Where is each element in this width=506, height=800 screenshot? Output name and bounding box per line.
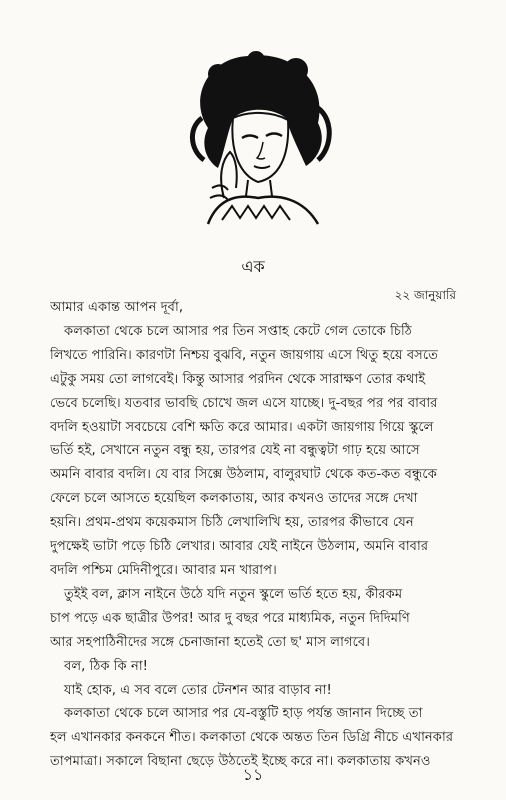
- text-line: যাই হোক, এ সব বলে তোর টেনশন আর বাড়াব না!: [64, 682, 332, 698]
- text-line: বল, ঠিক কি না!: [64, 658, 148, 674]
- chapter-title: এক: [241, 257, 265, 276]
- text-line: চাপ পড়ে এক ছাত্রীর উপর! আর দু বছর পরে মাধ্যমিক, নতুন দিদিমণি: [50, 610, 410, 626]
- letter-date: ২২ জানুয়ারি: [394, 288, 456, 302]
- text-line: বদলি হওয়াটা সবচেয়ে বেশি ক্ষতি করে আমার। একটা জায়গায় গিয়ে স্কুলে: [50, 419, 434, 435]
- text-line: ভেবে চলেছি। যতবার ভাবছি চোখে জল এসে যাচ্ছে। দু-বছর পর পর বাবার: [50, 395, 438, 411]
- page-number: ১১: [242, 765, 264, 784]
- text-line: কলকাতা থেকে চলে আসার পর যে-বস্তুটি হাড় পর্যন্ত জানান দিচ্ছে তা: [64, 706, 423, 722]
- text-line: ভর্তি হই, সেখানে নতুন বন্ধু হয়, তারপর যেই না বন্ধুত্বটা গাঢ় হয়ে আসে: [50, 443, 420, 459]
- text-line: ফেলে চলে আসতে হয়েছিল কলকাতায়, আর কখনও তাদের সঙ্গে দেখা: [50, 491, 418, 507]
- salutation: আমার একান্ত আপন দূর্বা,: [50, 300, 184, 315]
- girl-portrait-illustration: [178, 48, 338, 226]
- text-line: তুইই বল, ক্লাস নাইনে উঠে যদি নতুন স্কুলে ভর্তি হতে হয়, কীরকম: [64, 586, 403, 602]
- text-line: তাপমাত্রা। সকালে বিছানা ছেড়ে উঠতেই ইচ্ছে করে না। কলকাতায় কখনও: [50, 754, 431, 770]
- text-line: কলকাতা থেকে চলে আসার পর তিন সপ্তাহ কেটে গেল তোকে চিঠি: [64, 323, 412, 339]
- letter-body: [50, 296, 460, 774]
- text-line: অমনি বাবার বদলি। যে বার সিক্সে উঠলাম, বালুরঘাট থেকে কত-কত বন্ধুকে: [50, 467, 437, 483]
- text-line: হল এখানকার কনকনে শীত। কলকাতা থেকে অন্তত তিন ডিগ্রি নীচে এখানকার: [50, 730, 454, 746]
- text-line: আর সহপাঠিনীদের সঙ্গে চেনাজানা হতেই তো ছ' মাস লাগবে।: [50, 634, 370, 650]
- text-line: এটুকু সময় তো লাগবেই। কিন্তু আসার পরদিন থেকে সারাক্ষণ তোর কথাই: [50, 371, 426, 387]
- text-line: হয়নি। প্রথম-প্রথম কয়েকমাস চিঠি লেখালিখি হয়, তারপর কীভাবে যেন: [50, 515, 414, 531]
- text-line: দুপক্ষেই ভাটা পড়ে চিঠি লেখার। আবার যেই নাইনে উঠলাম, অমনি বাবার: [50, 539, 429, 555]
- girl-portrait-icon: [178, 48, 338, 226]
- text-line: বদলি পশ্চিম মেদিনীপুরে। আবার মন খারাপ।: [50, 562, 277, 578]
- text-line: লিখতে পারিনি। কারণটা নিশ্চয় বুঝবি, নতুন জায়গায় এসে থিতু হয়ে বসতে: [50, 347, 439, 363]
